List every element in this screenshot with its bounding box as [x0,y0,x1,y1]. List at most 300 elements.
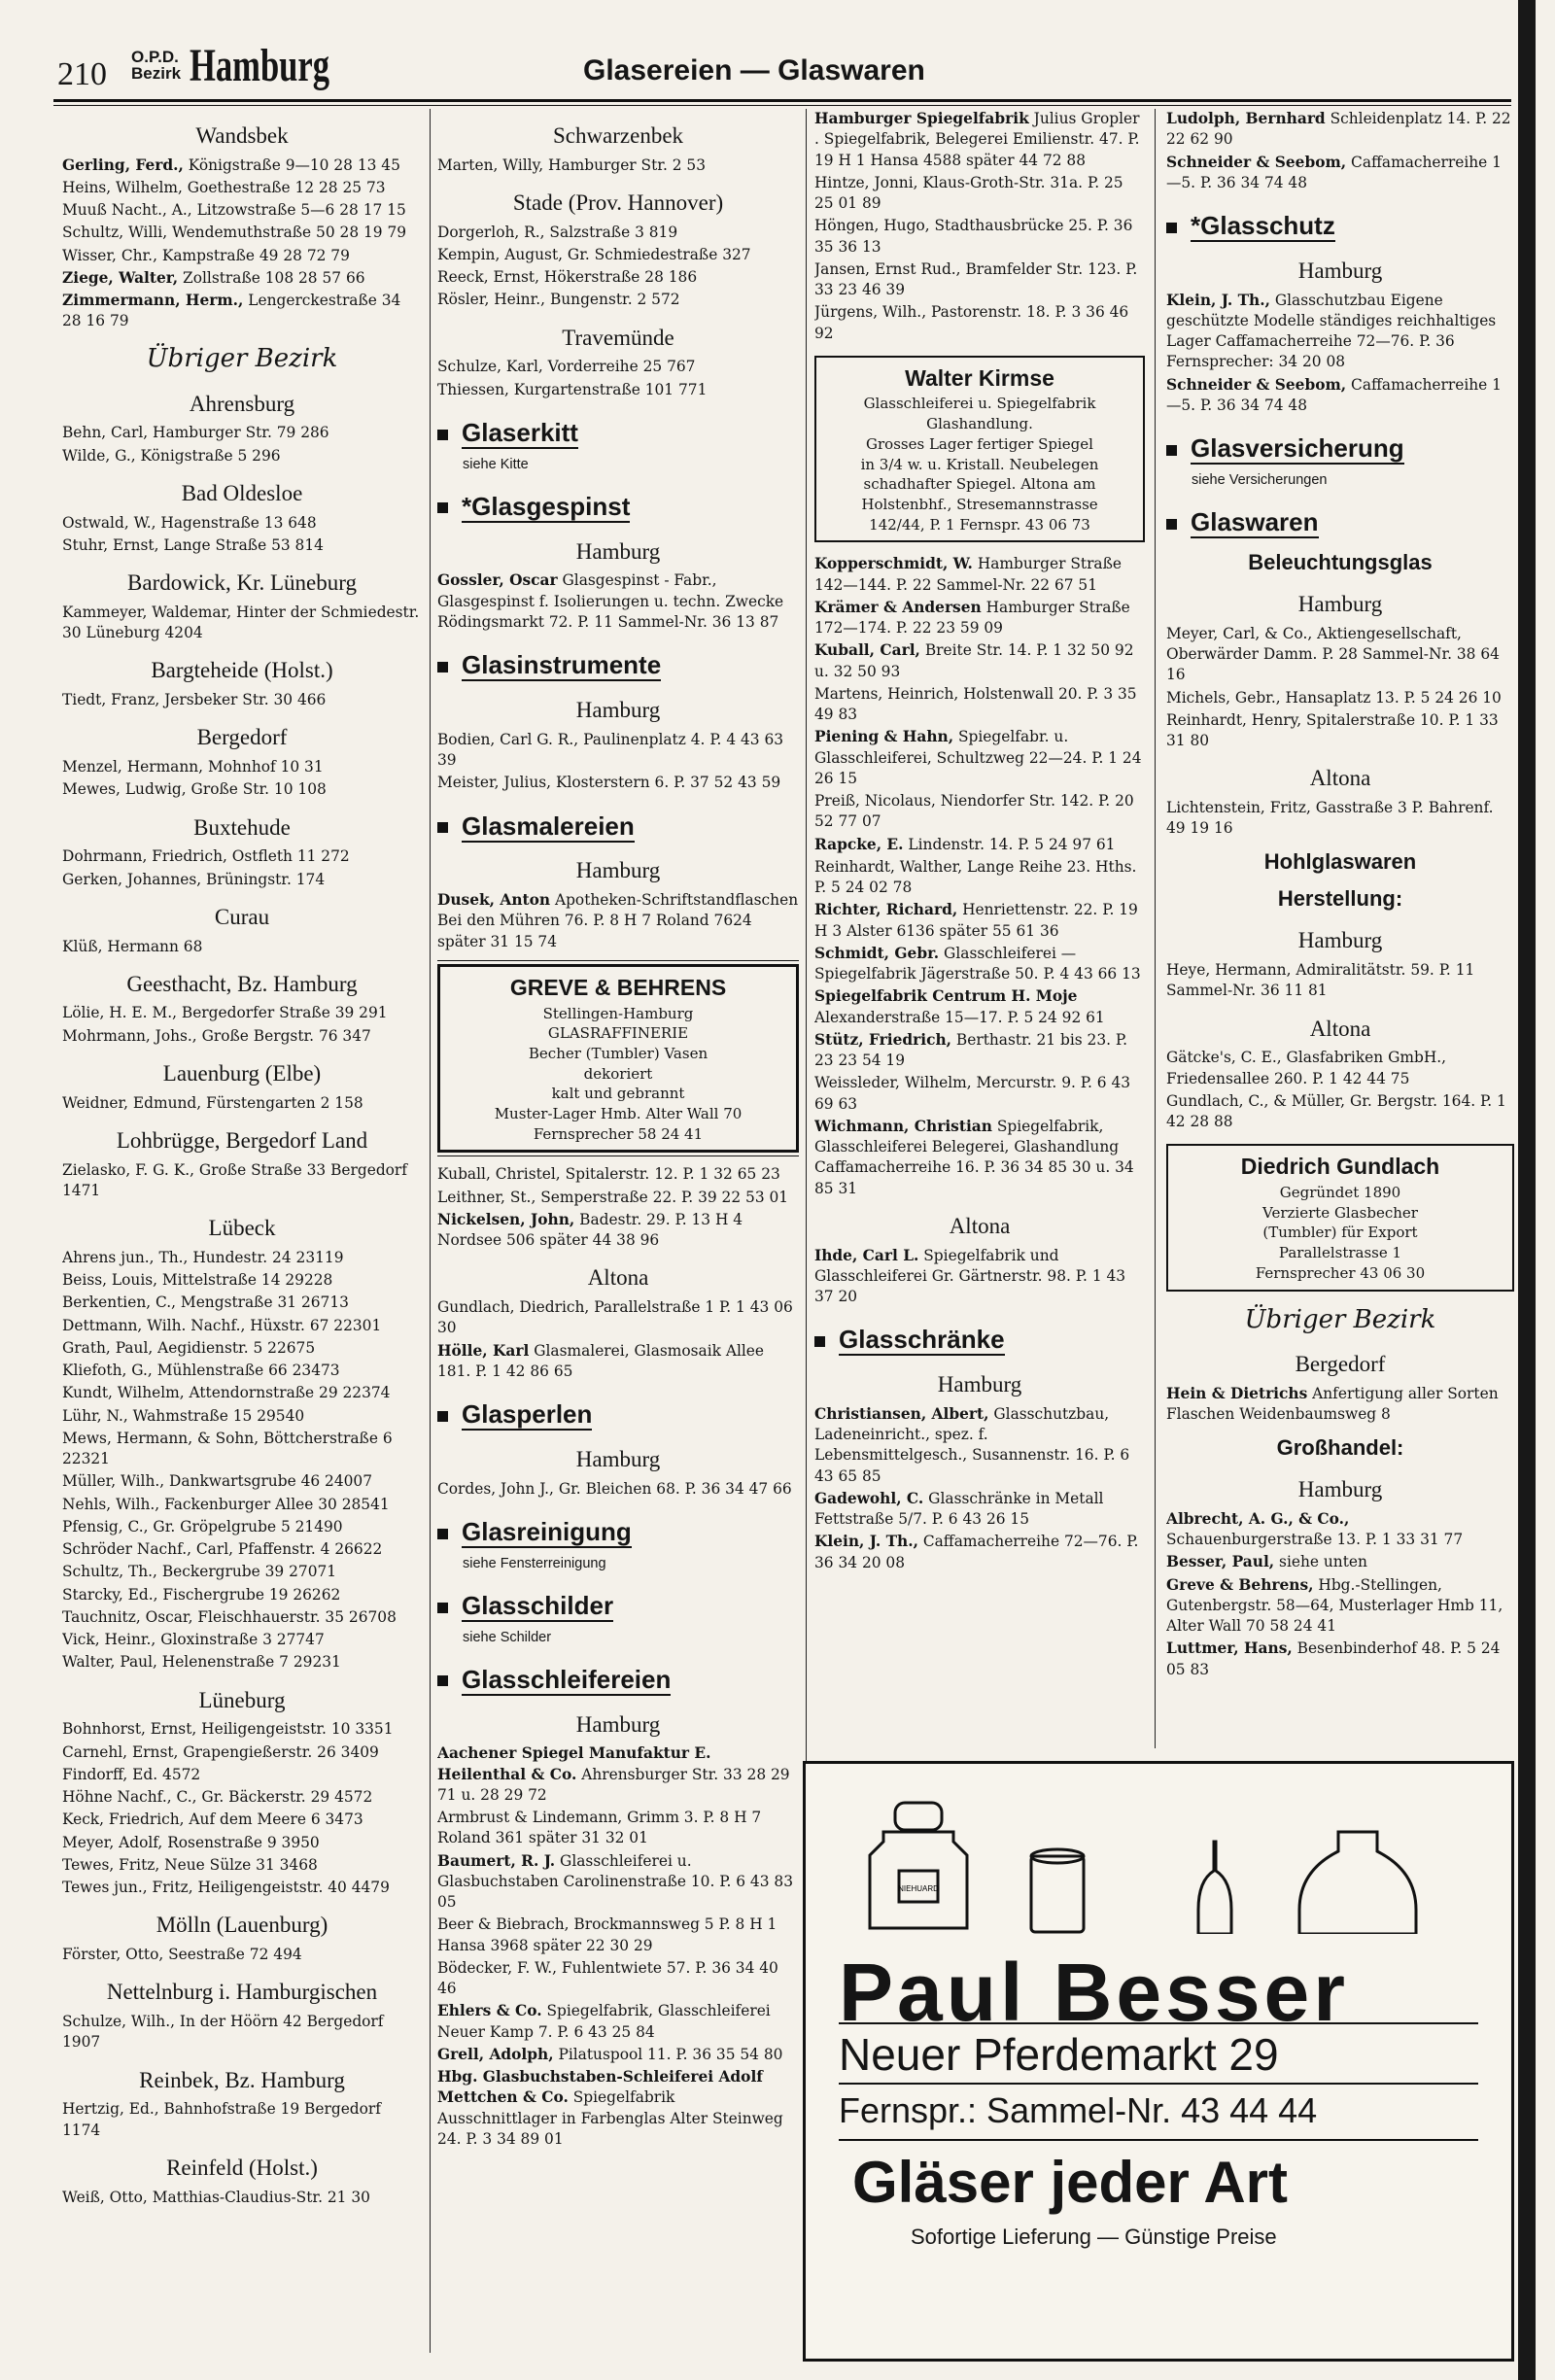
entry-details: Bohnhorst, Ernst, Heiligengeiststr. 10 3351 [62,1720,394,1739]
column-divider [1155,109,1156,1748]
column-3 [814,109,1145,1575]
directory-entry [814,216,1145,258]
ad-address: Neuer Pferdemarkt 29 [839,2029,1279,2080]
directory-entry [62,1539,422,1560]
entry-details: Reinhardt, Walther, Lange Reihe 23. Hths. P. 5 24 02 78 [814,857,1137,897]
section-marker-icon [1166,445,1177,456]
entry-details: Gätcke's, C. E., Glasfabriken GmbH., Friedensallee 260. P. 1 42 44 75 [1166,1049,1447,1087]
directory-entry [437,730,799,772]
directory-entry [1166,710,1514,752]
entry-name: Gossler, Oscar [437,571,558,590]
entry-name: Hbg. Glasbuchstaben-Schleiferei Adolf Mettchen & Co. [437,2068,763,2107]
entry-details: Cordes, John J., Gr. Bleichen 68. P. 36 34 47 66 [437,1479,792,1498]
directory-entry [62,1003,422,1023]
location-heading: Nettelnburg i. Hamburgischen [106,1980,378,2005]
entry-details: Spiegelfabrik, Glasschleiferei Belegerei, Glashandlung Caffamacherreihe 16. P. 36 34 85 30 u. 34 85 31 [814,1117,1134,1197]
section-marker-icon [437,1411,448,1422]
directory-entry [1166,375,1514,417]
entry-details: Jürgens, Wilh., Pastorenstr. 18. P. 3 36 46 92 [814,303,1129,342]
directory-entry [814,727,1145,789]
cross-reference: siehe Kitte [463,456,529,472]
directory-entry [62,1160,422,1202]
entry-details: Müller, Wilh., Dankwartsgrube 46 24007 [62,1472,373,1491]
directory-entry [1166,1638,1514,1680]
entry-details: Lühr, N., Wahmstraße 15 29540 [62,1406,305,1425]
advertisement-line: 142/44, P. 1 Fernspr. 43 06 73 [869,515,1090,534]
directory-entry [437,357,799,377]
entry-details: Schulze, Wilh., In der Höörn 42 Bergedorf 1907 [62,2013,384,2052]
advertisement-line: Fernsprecher 43 06 30 [1255,1263,1426,1282]
section-heading [814,1323,1145,1358]
entry-details: Spiegelfabrik, Glasschleiferei Neuer Kamp 7. P. 6 43 25 84 [437,2002,771,2041]
directory-entry [62,535,422,556]
advertisement-line: dekoriert [583,1064,653,1083]
advertisement-title: Diedrich Gundlach [1240,1154,1440,1180]
entry-name: Rapcke, E. [814,835,904,853]
entry-details: Keck, Friedrich, Auf dem Meere 6 3473 [62,1811,363,1829]
advertisement-line: kalt und gebrannt [551,1085,685,1103]
entry-name: Krämer & Andersen [814,598,982,616]
entry-details: Henriettenstr. 22. P. 19 H 3 Alster 6136 später 55 61 36 [814,901,1138,940]
entry-details: Heye, Hermann, Admiralitätstr. 59. P. 11 Sammel-Nr. 36 11 81 [1166,961,1475,1000]
directory-entry [1166,1509,1514,1551]
section-title: Glasschleifereien [462,1664,672,1694]
entry-details: Lengerckestraße 34 28 16 79 [62,292,401,330]
advertisement-line: Parallelstrasse 1 [1278,1244,1402,1262]
directory-entry [814,1246,1145,1308]
entry-name: Baumert, R. J. [437,1851,556,1870]
entry-details: Rösler, Heinr., Bungenstr. 2 572 [437,291,680,309]
location-heading: Travemünde [562,325,674,350]
directory-entry [62,1406,422,1427]
directory-entry [437,223,799,243]
entry-name: Ehlers & Co. [437,2002,542,2020]
directory-entry [437,773,799,793]
cross-reference: siehe Schilder [463,1629,552,1645]
entry-details: Hintze, Jonni, Klaus-Groth-Str. 31a. P. 25 25 01 89 [814,173,1123,212]
directory-entry [814,173,1145,215]
entry-details: Schultz, Willi, Wendemuthstraße 50 28 19 79 [62,224,407,242]
advertisement-box [437,964,799,1154]
entry-details: Beer & Biebrach, Brockmannsweg 5 P. 8 H 1 Hansa 3968 später 22 30 29 [437,1915,778,1954]
directory-entry [62,2012,422,2053]
entry-details: Tiedt, Franz, Jersbeker Str. 30 466 [62,691,327,709]
section-heading [437,416,799,451]
location-heading: Bergedorf [1295,1352,1386,1377]
directory-entry [62,1026,422,1047]
entry-name: Ihde, Carl L. [814,1246,919,1264]
entry-details: Walter, Paul, Helenenstraße 7 29231 [62,1653,341,1672]
directory-entry [62,513,422,534]
district-label: O.P.D. Bezirk [131,48,182,83]
entry-details: Tauchnitz, Oscar, Fleischhauerstr. 35 26708 [62,1607,397,1626]
entry-details: Schultz, Th., Beckergrube 39 27071 [62,1563,337,1581]
location-heading: Hamburg [575,1711,661,1737]
entry-name: Klein, J. Th., [1166,291,1270,309]
entry-details: Leithner, St., Semperstraße 22. P. 39 22 53 01 [437,1188,789,1206]
entry-details: Pfensig, C., Gr. Gröpelgrube 5 21490 [62,1517,343,1535]
directory-entry [62,1429,422,1470]
entry-name: Kopperschmidt, W. [814,555,973,573]
entry-details: Hamburger Straße 172—174. P. 22 23 59 09 [814,598,1130,638]
directory-entry [62,1607,422,1628]
directory-entry [1166,1091,1514,1133]
directory-entry [814,640,1145,682]
section-marker-icon [814,1336,825,1347]
section-title: *Glasgespinst [462,491,631,521]
entry-name: Albrecht, A. G., & Co., [1166,1509,1350,1528]
directory-entry [62,1855,422,1876]
entry-details: Schulze, Karl, Vorderreihe 25 767 [437,358,696,376]
directory-entry [62,1833,422,1853]
directory-entry [62,1742,422,1763]
entry-name: Christiansen, Albert, [814,1404,989,1423]
city-title: Hamburg [190,40,330,91]
entry-details: Dorgerloh, R., Salzstraße 3 819 [437,223,678,241]
bottles-illustration [806,1764,1505,1934]
entry-details: Pilatuspool 11. P. 36 35 54 80 [553,2045,783,2063]
entry-name: Hölle, Karl [437,1341,530,1360]
location-heading: Hamburg [575,858,661,883]
directory-entry [62,1585,422,1605]
directory-entry [814,259,1145,301]
location-heading: Lohbrügge, Bergedorf Land [116,1127,368,1153]
directory-entry [62,1495,422,1515]
ad-slogan: Gläser jeder Art [852,2150,1288,2215]
location-heading: Hamburg [575,1447,661,1472]
entry-details: Mewes, Ludwig, Große Str. 10 108 [62,780,327,799]
location-heading: Bergedorf [196,725,288,750]
location-heading: Wandsbek [195,123,289,148]
directory-entry [437,1914,799,1956]
location-heading: Altona [1309,1016,1371,1041]
directory-entry [437,267,799,288]
entry-details: Zielasko, F. G. K., Große Straße 33 Bergedorf 1471 [62,1160,407,1199]
advertisement-box [814,356,1145,543]
entry-details: Meyer, Carl, & Co., Aktiengesellschaft, Oberwärder Damm. P. 28 Sammel-Nr. 38 64 16 [1166,624,1500,684]
section-marker-icon [437,1603,448,1613]
entry-name: Zimmermann, Herm., [62,292,244,310]
section-heading [1166,505,1514,540]
entry-name: Dusek, Anton [437,891,551,910]
apothecary-bottle [870,1832,967,1928]
entry-details: Mews, Hermann, & Sohn, Böttcherstraße 6 22321 [62,1429,393,1468]
entry-name: Luttmer, Hans, [1166,1639,1293,1658]
location-heading: Bargteheide (Holst.) [151,658,333,683]
entry-details: Thiessen, Kurgartenstraße 101 771 [437,380,708,398]
advertisement-line: Fernsprecher 58 24 41 [533,1124,704,1143]
section-title: Glasschränke [839,1325,1005,1355]
entry-details: Stuhr, Ernst, Lange Straße 53 814 [62,535,324,554]
directory-entry [62,1316,422,1336]
entry-details: Berkentien, C., Mengstraße 31 26713 [62,1293,349,1312]
location-heading: Curau [214,904,270,929]
directory-entry [814,684,1145,726]
entry-details: Ahrensburger Str. 33 28 29 71 u. 28 29 72 [437,1765,790,1804]
entry-details: Heins, Wilhelm, Goethestraße 12 28 25 73 [62,178,386,196]
directory-entry [437,1210,799,1252]
directory-entry [437,1808,799,1849]
directory-entry [437,1297,799,1339]
bottle-label: NIEHUARD [898,1884,939,1893]
ad-phone: Fernspr.: Sammel-Nr. 43 44 44 [839,2090,1318,2130]
entry-details: Reeck, Ernst, Hökerstraße 28 186 [437,268,698,287]
column-4 [1166,109,1514,1682]
entry-details: Alexanderstraße 15—17. P. 5 24 92 61 [814,1008,1105,1026]
advertisement-title: GREVE & BEHRENS [509,974,727,1000]
advertisement-line: Stellingen-Hamburg [542,1004,694,1022]
entry-name: Aachener Spiegel Manufaktur E. Heilenthal & Co. [437,1744,711,1783]
section-marker-icon [1166,519,1177,530]
directory-entry [62,268,422,289]
directory-entry [814,986,1145,1028]
subsection-heading: Herstellung: [1277,886,1403,912]
directory-entry [62,1787,422,1808]
entry-name: Nickelsen, John, [437,1210,575,1228]
section-marker-icon [437,502,448,513]
jar [1031,1856,1084,1932]
directory-entry [62,779,422,800]
directory-entry [62,690,422,710]
directory-entry [437,2067,799,2150]
directory-entry [1166,1575,1514,1638]
location-heading: Altona [1309,766,1371,791]
location-heading: Hamburg [1297,258,1383,283]
advertisement-line: Verzierte Glasbecher [1262,1203,1418,1222]
entry-details: Weidner, Edmund, Fürstengarten 2 158 [62,1093,363,1112]
directory-entry [62,1630,422,1650]
section-title: Glasmalereien [462,811,635,841]
directory-entry [814,554,1145,596]
section-title: *Glasschutz [1191,211,1335,240]
entry-details: Mohrmann, Johs., Große Bergstr. 76 347 [62,1026,371,1045]
ad-rule [839,2139,1478,2141]
entry-details: Muuß Nacht., A., Litzowstraße 5—6 28 17 15 [62,201,406,220]
advertisement-box [1166,1144,1514,1291]
entry-details: Preiß, Nicolaus, Niendorfer Str. 142. P. 20 52 77 07 [814,792,1134,831]
subsection-heading: Beleuchtungsglas [1248,549,1433,574]
entry-details: Glasschleiferei u. Glasbuchstaben Carolinenstraße 10. P. 6 43 83 05 [437,1851,793,1912]
entry-details: Hbg.-Stellingen, Gutenbergstr. 58—64, Musterlager Hmb 11, Alter Wall 70 58 24 41 [1166,1575,1503,1635]
section-marker-icon [437,1529,448,1539]
entry-details: Vick, Heinr., Gloxinstraße 3 27747 [62,1631,325,1649]
entry-details: Glasschutzbau Eigene geschützte Modelle ständiges reichhaltiges Lager Caffamacherreihe 72—76. P. 36 Fernsprecher: 34 20 08 [1166,291,1497,371]
directory-entry [437,2001,799,2043]
header-rule [53,99,1511,102]
directory-entry [814,302,1145,344]
directory-entry [62,1093,422,1114]
entry-details: Jansen, Ernst Rud., Bramfelder Str. 123. P. 33 23 46 39 [814,259,1138,298]
page-title: Glasereien — Glaswaren [583,54,925,86]
entry-name: Kuball, Carl, [814,641,920,660]
location-heading: Reinfeld (Holst.) [166,2155,318,2180]
directory-entry [62,1293,422,1313]
directory-entry [62,937,422,957]
directory-entry [62,200,422,221]
entry-details: Menzel, Hermann, Mohnhof 10 31 [62,758,324,776]
directory-entry [814,598,1145,639]
directory-entry [1166,153,1514,194]
entry-details: Gundlach, C., & Müller, Gr. Bergstr. 164. P. 1 42 28 88 [1166,1091,1506,1131]
directory-entry [62,757,422,777]
entry-details: Breite Str. 14. P. 1 32 50 92 u. 32 50 93 [814,641,1134,680]
section-heading [437,1397,799,1432]
directory-entry [814,791,1145,833]
advertisement-line: Becher (Tumbler) Vasen [528,1045,708,1063]
directory-entry [437,290,799,310]
directory-entry [62,1270,422,1291]
advertisement-line: Muster-Lager Hmb. Alter Wall 70 [494,1105,743,1123]
entry-details: Ahrens jun., Th., Hundestr. 24 23119 [62,1248,344,1266]
directory-entry [1166,1552,1514,1572]
entry-details: Königstraße 9—10 28 13 45 [183,155,400,174]
directory-entry [62,1945,422,1965]
location-heading: Geesthacht, Bz. Hamburg [126,971,358,996]
directory-entry [62,246,422,266]
region-heading: Übriger Bezirk [146,343,338,373]
entry-details: Glasschleiferei — Spiegelfabrik Jägerstraße 50. P. 4 43 66 13 [814,944,1141,983]
location-heading: Altona [587,1265,649,1291]
location-heading: Altona [949,1213,1011,1238]
entry-details: Badestr. 29. P. 13 H 4 Nordsee 506 später 44 38 96 [437,1210,743,1250]
entry-details: Spiegelfabrik und Glasschleiferei Gr. Gärtnerstr. 98. P. 1 43 37 20 [814,1246,1126,1306]
entry-details: Tewes jun., Fritz, Heiligengeiststr. 40 4479 [62,1879,390,1897]
entry-details: Nehls, Wilh., Fackenburger Allee 30 28541 [62,1495,390,1513]
directory-entry [62,1719,422,1740]
slim-bottle [1198,1842,1231,1934]
directory-entry [62,1383,422,1403]
advertisement-line: Glashandlung. [926,415,1033,433]
location-heading: Hamburg [1297,592,1383,617]
ad-rule [839,2083,1478,2085]
entry-details: Schauenburgerstraße 13. P. 1 33 31 77 [1166,1531,1464,1548]
directory-entry [62,870,422,890]
directory-entry [62,223,422,243]
ad-company-name: Paul Besser [839,1947,1349,2038]
directory-entry [62,1810,422,1830]
entry-details: Glasgespinst - Fabr., Glasgespinst f. Isolierungen u. techn. Zwecke Rödingsmarkt 72. P. 11 Sammel-Nr. 36 13 87 [437,571,784,631]
entry-details: Armbrust & Lindemann, Grimm 3. P. 8 H 7 Roland 361 später 31 32 01 [437,1809,762,1847]
advertisement-line: Grosses Lager fertiger Spiegel [866,434,1093,453]
entry-name: Schneider & Seebom, [1166,153,1347,171]
directory-entry [62,155,422,176]
header-rule-thin [53,105,1511,106]
location-heading: Hamburg [1297,1477,1383,1502]
entry-details: Kliefoth, G., Mühlenstraße 66 23473 [62,1362,340,1380]
location-heading: Hamburg [937,1372,1022,1397]
entry-details: Höhne Nachf., C., Gr. Bäckerstr. 29 4572 [62,1788,373,1807]
section-title: Glasschilder [462,1590,614,1620]
ad-footer: Sofortige Lieferung — Günstige Preise [911,2225,1277,2249]
directory-entry [1166,291,1514,373]
cross-reference: siehe Versicherungen [1192,471,1328,488]
entry-details: Meyer, Adolf, Rosenstraße 9 3950 [62,1833,320,1851]
entry-name: Hamburger Spiegelfabrik [814,110,1029,127]
directory-entry [437,570,799,633]
directory-entry [62,446,422,466]
section-marker-icon [437,1675,448,1686]
entry-details: Schleidenplatz 14. P. 22 22 62 90 [1166,110,1511,149]
directory-entry [814,1532,1145,1573]
directory-entry [62,291,422,332]
entry-details: Klüß, Hermann 68 [62,937,203,955]
advertisement-line: Gegründet 1890 [1279,1184,1401,1202]
location-heading: Buxtehude [193,814,291,840]
directory-entry [1166,1048,1514,1089]
entry-details: Hertzig, Ed., Bahnhofstraße 19 Bergedorf 1174 [62,2100,381,2139]
directory-entry [62,178,422,198]
directory-entry [62,2099,422,2141]
entry-name: Grell, Adolph, [437,2045,554,2063]
entry-details: Spiegelfabr. u. Glasschleiferei, Schultzweg 22—24. P. 1 24 26 15 [814,728,1142,787]
directory-entry [62,1765,422,1785]
section-heading [437,1515,799,1550]
directory-entry [814,109,1145,171]
entry-details: Höngen, Hugo, Stadthausbrücke 25. P. 36 35 36 13 [814,217,1133,256]
location-heading: Bad Oldesloe [181,480,303,505]
entry-details: Zollstraße 108 28 57 66 [178,268,365,287]
directory-entry [62,1562,422,1582]
entry-name: Ludolph, Bernhard [1166,110,1326,127]
directory-entry [437,1164,799,1185]
directory-entry [62,1361,422,1381]
entry-details: Förster, Otto, Seestraße 72 494 [62,1946,302,1964]
entry-details: Gundlach, Diedrich, Parallelstraße 1 P. 1 43 06 30 [437,1298,793,1337]
section-title: Glasinstrumente [462,650,662,680]
subsection-heading: Hohlglaswaren [1263,848,1417,874]
entry-details: Caffamacherreihe 72—76. P. 36 34 20 08 [814,1533,1139,1571]
location-heading: Lauenburg (Elbe) [162,1060,322,1086]
directory-entry [62,1248,422,1268]
section-title: Glasperlen [462,1399,593,1430]
entry-details: Kempin, August, Gr. Schmiedestraße 327 [437,245,751,263]
directory-entry [437,245,799,265]
entry-details: Reinhardt, Henry, Spitalerstraße 10. P. 1 33 31 80 [1166,710,1499,750]
entry-details: Kuball, Christel, Spitalerstr. 12. P. 1 32 65 23 [437,1165,780,1184]
directory-entry [437,1851,799,1914]
directory-entry [437,1743,799,1806]
section-marker-icon [437,430,448,440]
entry-details: Findorff, Ed. 4572 [62,1765,201,1783]
entry-details: Weissleder, Wilhelm, Mercurstr. 9. P. 6 43 69 63 [814,1074,1131,1113]
entry-name: Piening & Hahn, [814,728,954,746]
entry-name: Wichmann, Christian [814,1117,992,1135]
directory-entry [437,1188,799,1208]
entry-name: Besser, Paul, [1166,1553,1275,1571]
entry-details: Gerken, Johannes, Brüningstr. 174 [62,870,326,888]
section-heading [437,490,799,525]
subsection-heading: Großhandel: [1276,1434,1404,1460]
entry-name: Richter, Richard, [814,901,958,919]
entry-details: Marten, Willy, Hamburger Str. 2 53 [437,155,706,174]
entry-details: Dohrmann, Friedrich, Ostfleth 11 272 [62,847,350,866]
entry-details: Bodien, Carl G. R., Paulinenplatz 4. P. 4 43 63 39 [437,730,784,770]
advertisement-line: (Tumbler) für Export [1262,1224,1418,1242]
cross-reference: siehe Fensterreinigung [463,1555,606,1571]
entry-details: Caffamacherreihe 1—5. P. 36 34 74 48 [1166,375,1502,414]
entry-details: Spiegelfabrik Ausschnittlager in Farbenglas Alter Steinweg 24. P. 3 34 89 01 [437,2088,783,2148]
directory-entry [1166,109,1514,151]
section-marker-icon [1166,223,1177,233]
section-title: Glaswaren [1191,506,1319,536]
entry-details: Lölie, H. E. M., Bergedorfer Straße 39 291 [62,1004,388,1022]
section-heading [1166,431,1514,466]
entry-name: Gadewohl, C. [814,1489,924,1507]
location-heading: Hamburg [575,538,661,564]
entry-details: Glasmalerei, Glasmosaik Allee 181. P. 1 42 86 65 [437,1341,765,1380]
location-heading: Reinbek, Bz. Hamburg [139,2067,345,2092]
section-heading [1166,209,1514,244]
